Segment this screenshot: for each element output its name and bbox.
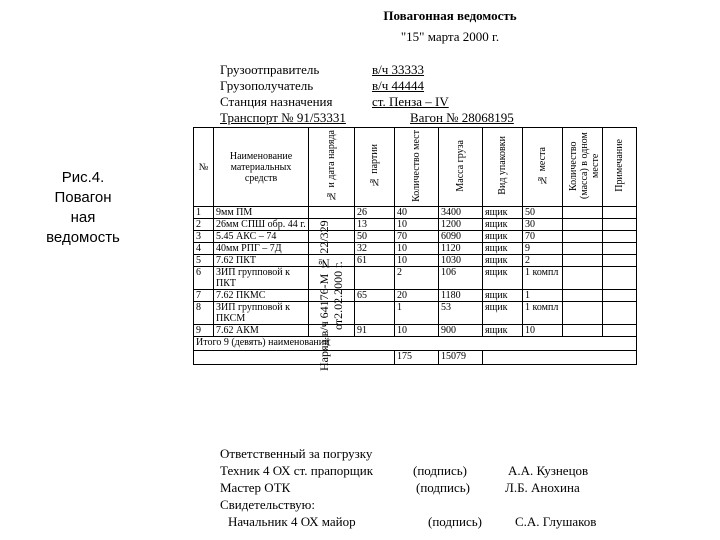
cell-note: [603, 231, 637, 243]
cell-note: [603, 267, 637, 290]
cell-name: 40мм РПГ – 7Д: [214, 243, 309, 255]
cell-pack: ящик: [483, 219, 523, 231]
order-reference: Наряд в/ч 64176-М № 22/329 от2.02.2000 г.: [317, 220, 345, 372]
chief-signature: (подпись): [428, 514, 482, 529]
cell-qty: 10: [395, 243, 439, 255]
cell-qty: 10: [395, 219, 439, 231]
cell-mass: 3400: [439, 207, 483, 219]
cell-qty: 2: [395, 267, 439, 290]
total-values-row: [194, 351, 637, 365]
cell-note: [603, 302, 637, 325]
cell-pack: ящик: [483, 231, 523, 243]
cell-note: [603, 207, 637, 219]
cell-pack: ящик: [483, 290, 523, 302]
cell-per: [563, 290, 603, 302]
cell-n: 1: [194, 207, 214, 219]
cell-note: [603, 255, 637, 267]
cell-per: [563, 243, 603, 255]
table-row: [194, 267, 637, 290]
cell-name: 5.45 АКС – 74: [214, 231, 309, 243]
table-row: [194, 219, 637, 231]
col-mass: Масса груза: [439, 128, 483, 207]
table-row: [194, 207, 637, 219]
figure-caption: [28, 168, 138, 248]
total-qty: 175: [395, 351, 439, 365]
col-order: № и дата наряда: [309, 128, 355, 207]
cell-n: 3: [194, 231, 214, 243]
cell-place: 30: [523, 219, 563, 231]
wagon-label: Вагон № 28068195: [410, 110, 514, 125]
cell-party: 61: [355, 255, 395, 267]
cell-n: 4: [194, 243, 214, 255]
cell-party: [355, 302, 395, 325]
consignee-label: Грузополучатель: [220, 78, 314, 93]
col-place: № места: [523, 128, 563, 207]
total-label: Итого 9 (девять) наименований: [194, 337, 637, 351]
cell-name: 9мм ПМ: [214, 207, 309, 219]
table-row: [194, 243, 637, 255]
master-name: Л.Б. Анохина: [505, 480, 580, 495]
col-pack: Вид упаковки: [483, 128, 523, 207]
cell-mass: 1120: [439, 243, 483, 255]
cell-name: 7.62 АКМ: [214, 325, 309, 337]
cell-place: 1 компл: [523, 302, 563, 325]
cell-n: 7: [194, 290, 214, 302]
station-value: ст. Пенза – IV: [372, 94, 449, 109]
cell-pack: ящик: [483, 325, 523, 337]
cell-name: 7.62 ПКМС: [214, 290, 309, 302]
transport-label: Транспорт № 91/53331: [220, 110, 346, 125]
col-qty: Количество мест: [395, 128, 439, 207]
cell-per: [563, 302, 603, 325]
cell-party: 13: [355, 219, 395, 231]
cell-mass: 900: [439, 325, 483, 337]
col-per-place: Количество (масса) в одном месте: [563, 128, 603, 207]
cell-place: 10: [523, 325, 563, 337]
cell-pack: ящик: [483, 243, 523, 255]
cell-per: [563, 231, 603, 243]
station-label: Станция назначения: [220, 94, 333, 109]
cell-mass: 106: [439, 267, 483, 290]
caption-line: ная: [70, 209, 96, 226]
cell-party: 65: [355, 290, 395, 302]
col-name: Наименование материальных средств: [214, 128, 309, 207]
cell-qty: 40: [395, 207, 439, 219]
table-row: [194, 302, 637, 325]
cell-mass: 1030: [439, 255, 483, 267]
cell-per: [563, 267, 603, 290]
technician-name: А.А. Кузнецов: [508, 463, 589, 478]
cell-party: [355, 267, 395, 290]
master-label: Мастер ОТК: [220, 480, 291, 495]
cell-pack: ящик: [483, 207, 523, 219]
cell-n: 8: [194, 302, 214, 325]
shipper-label: Грузоотправитель: [220, 62, 320, 77]
cell-name: 26мм СПШ обр. 44 г.: [214, 219, 309, 231]
document-date: "15" марта 2000 г.: [400, 29, 500, 44]
table-row: [194, 325, 637, 337]
cell-place: 1: [523, 290, 563, 302]
cell-party: 91: [355, 325, 395, 337]
consignment-table: [193, 127, 637, 365]
col-party: № партии: [355, 128, 395, 207]
cell-n: 5: [194, 255, 214, 267]
cell-note: [603, 290, 637, 302]
cell-qty: 70: [395, 231, 439, 243]
cell-place: 70: [523, 231, 563, 243]
cell-mass: 1180: [439, 290, 483, 302]
total-label-row: [194, 337, 637, 351]
chief-name: С.А. Глушаков: [515, 514, 597, 529]
technician-signature: (подпись): [413, 463, 467, 478]
table-row: [194, 231, 637, 243]
cell-per: [563, 219, 603, 231]
cell-qty: 10: [395, 325, 439, 337]
cell-note: [603, 219, 637, 231]
cell-per: [563, 255, 603, 267]
witness-label: Свидетельствую:: [220, 497, 315, 512]
cell-place: 9: [523, 243, 563, 255]
caption-line: Повагон: [54, 189, 112, 206]
cell-per: [563, 325, 603, 337]
cell-qty: 10: [395, 255, 439, 267]
cell-party: 50: [355, 231, 395, 243]
total-mass: 15079: [439, 351, 483, 365]
cell-pack: ящик: [483, 267, 523, 290]
consignee-value: в/ч 44444: [372, 78, 425, 93]
cell-n: 2: [194, 219, 214, 231]
caption-line: ведомость: [46, 229, 120, 246]
technician-label: Техник 4 ОХ ст. прапорщик: [220, 463, 374, 478]
cell-pack: ящик: [483, 255, 523, 267]
master-signature: (подпись): [416, 480, 470, 495]
cell-party: 32: [355, 243, 395, 255]
cell-note: [603, 243, 637, 255]
table-row: [194, 290, 637, 302]
shipper-value: в/ч 33333: [372, 62, 425, 77]
cell-mass: 6090: [439, 231, 483, 243]
chief-label: Начальник 4 ОХ майор: [228, 514, 356, 529]
cell-name: 7.62 ПКТ: [214, 255, 309, 267]
cell-n: 9: [194, 325, 214, 337]
cell-place: 50: [523, 207, 563, 219]
cell-name: ЗИП групповой к ПКСМ: [214, 302, 309, 325]
cell-n: 6: [194, 267, 214, 290]
col-number: №: [194, 128, 214, 207]
cell-mass: 1200: [439, 219, 483, 231]
cell-per: [563, 207, 603, 219]
table-header-row: [194, 128, 637, 207]
responsible-label: Ответственный за погрузку: [220, 446, 373, 461]
cell-mass: 53: [439, 302, 483, 325]
cell-note: [603, 325, 637, 337]
document-title: Повагонная ведомость: [383, 8, 517, 23]
cell-qty: 1: [395, 302, 439, 325]
caption-line: Рис.4.: [61, 169, 105, 186]
cell-party: 26: [355, 207, 395, 219]
cell-name: ЗИП групповой к ПКТ: [214, 267, 309, 290]
table-row: [194, 255, 637, 267]
cell-place: 2: [523, 255, 563, 267]
col-note: Примечание: [603, 128, 637, 207]
cell-qty: 20: [395, 290, 439, 302]
cell-place: 1 компл: [523, 267, 563, 290]
cell-pack: ящик: [483, 302, 523, 325]
